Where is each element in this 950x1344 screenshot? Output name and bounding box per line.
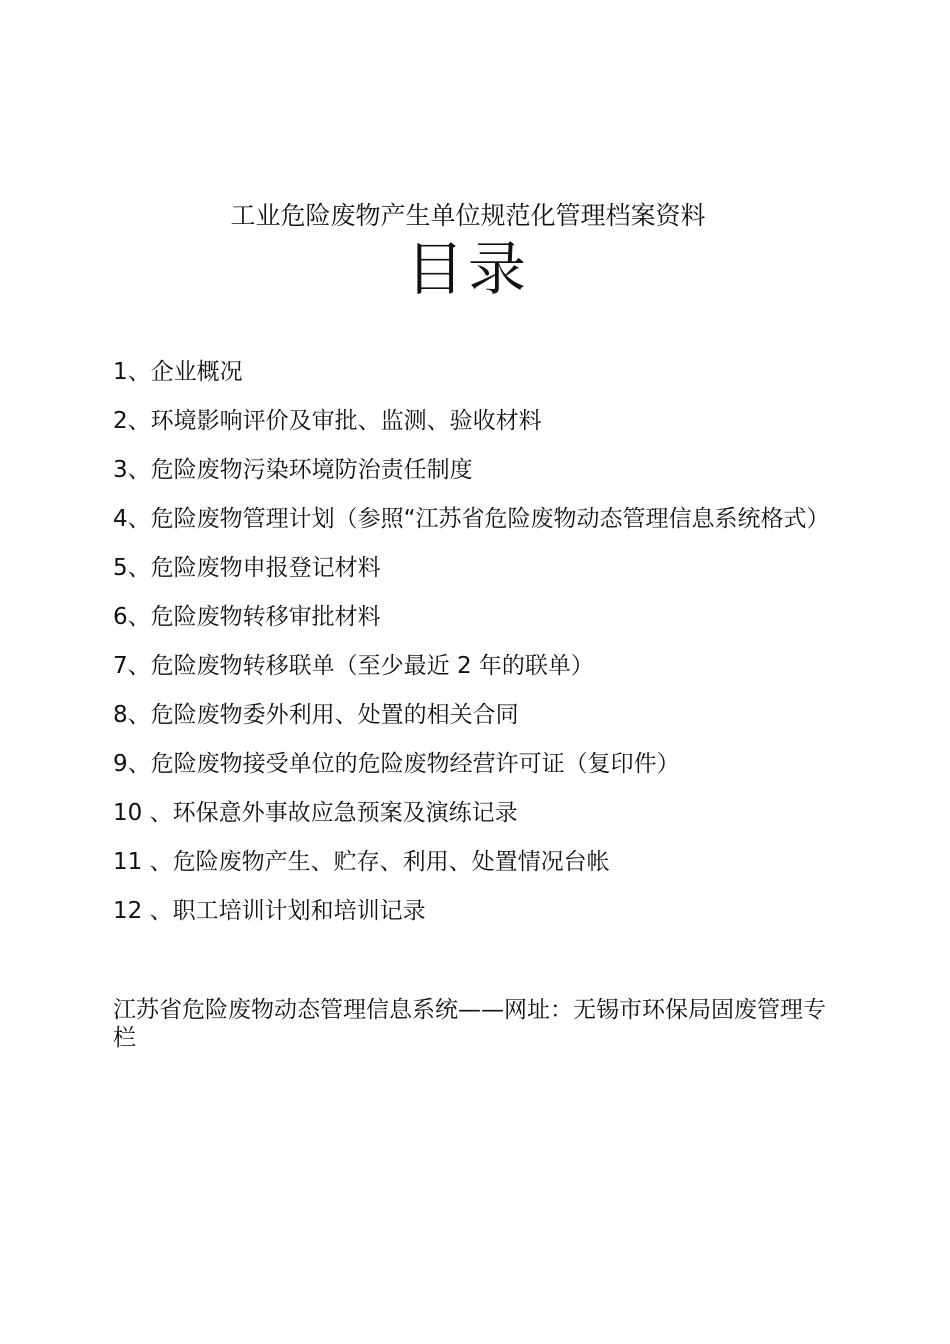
toc-item-text: 危险废物申报登记材料 <box>150 555 381 581</box>
toc-item-text: 危险废物委外利用、处置的相关合同 <box>150 702 519 728</box>
document-subtitle: 工业危险废物产生单位规范化管理档案资料 <box>230 201 706 230</box>
toc-item-4 <box>113 495 833 544</box>
toc-item-text: 职工培训计划和培训记录 <box>172 898 426 924</box>
toc-item-number: 6 <box>113 604 128 630</box>
toc-item-separator: 、 <box>127 359 151 385</box>
toc-item-text: 危险废物转移联单（至少最近 2 年的联单） <box>150 653 594 679</box>
toc-item-7 <box>113 642 833 691</box>
toc-item-separator: 、 <box>127 555 151 581</box>
toc-item-number: 4 <box>113 506 128 532</box>
toc-item-number: 8 <box>113 702 128 728</box>
toc-item-separator: 、 <box>149 898 173 924</box>
toc-item-text: 危险废物转移审批材料 <box>150 604 381 630</box>
toc-item-separator: 、 <box>127 604 151 630</box>
toc-item-number: 1 <box>113 359 128 385</box>
toc-item-number: 9 <box>113 751 128 777</box>
toc-item-separator: 、 <box>149 800 173 826</box>
toc-item-3 <box>113 446 833 495</box>
toc-item-separator: 、 <box>127 751 151 777</box>
toc-item-text: 环境影响评价及审批、监测、验收材料 <box>150 408 542 434</box>
toc-item-2 <box>113 397 833 446</box>
toc-item-12 <box>113 887 833 936</box>
document-title: 目录 <box>405 235 530 303</box>
toc-item-separator: 、 <box>127 408 151 434</box>
toc-item-number: 10 <box>113 800 150 826</box>
toc-item-11 <box>113 838 833 887</box>
toc-item-text: 危险废物接受单位的危险废物经营许可证（复印件） <box>150 751 680 777</box>
toc-item-number: 3 <box>113 457 128 483</box>
toc-item-text: 危险废物污染环境防治责任制度 <box>150 457 473 483</box>
footer-note: 江苏省危险废物动态管理信息系统——网址：无锡市环保局固废管理专栏 <box>113 997 826 1051</box>
toc-item-text: 危险废物管理计划（参照“江苏省危险废物动态管理信息系统格式） <box>150 506 830 532</box>
toc-item-separator: 、 <box>127 506 151 532</box>
toc-item-separator: 、 <box>127 653 151 679</box>
toc-item-6 <box>113 593 833 642</box>
table-of-contents <box>113 348 833 936</box>
toc-item-8 <box>113 691 833 740</box>
toc-item-text: 危险废物产生、贮存、利用、处置情况台帐 <box>172 849 610 875</box>
toc-item-number: 11 <box>113 849 150 875</box>
toc-item-separator: 、 <box>127 702 151 728</box>
toc-item-separator: 、 <box>149 849 173 875</box>
toc-item-10 <box>113 789 833 838</box>
toc-item-number: 7 <box>113 653 128 679</box>
toc-item-text: 企业概况 <box>150 359 243 385</box>
toc-item-separator: 、 <box>127 457 151 483</box>
toc-item-1 <box>113 348 833 397</box>
toc-item-5 <box>113 544 833 593</box>
toc-item-text: 环保意外事故应急预案及演练记录 <box>172 800 518 826</box>
toc-item-number: 12 <box>113 898 150 924</box>
toc-item-9 <box>113 740 833 789</box>
toc-item-number: 2 <box>113 408 128 434</box>
toc-item-number: 5 <box>113 555 128 581</box>
